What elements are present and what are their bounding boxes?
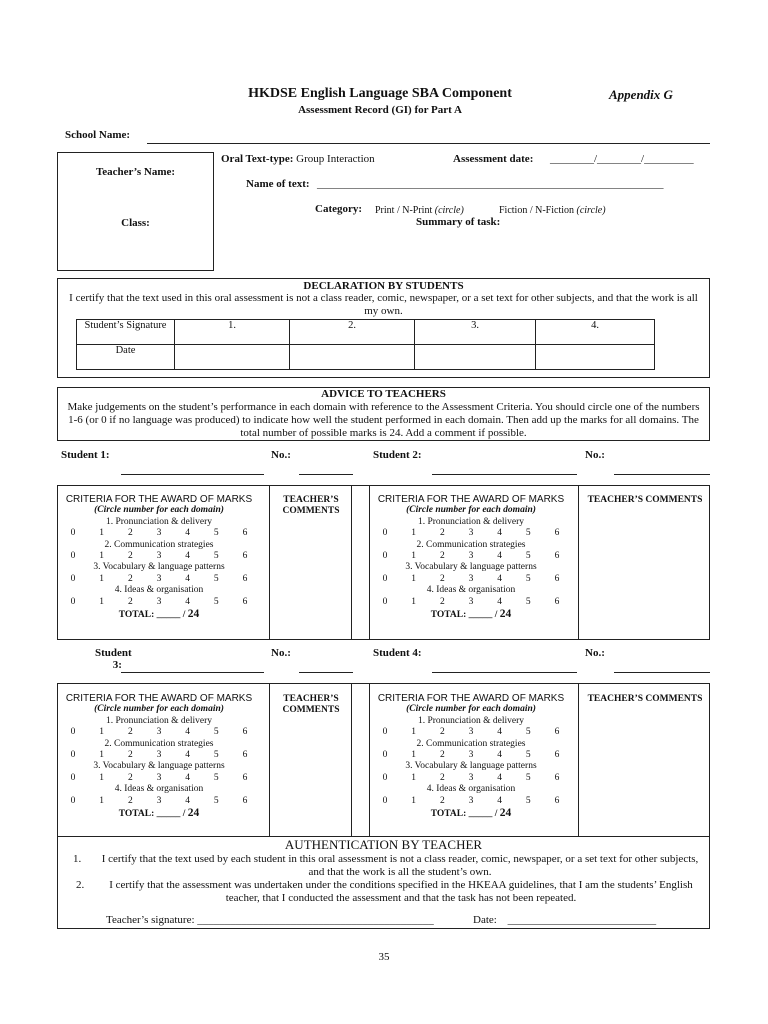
score-option[interactable]: 2 [127, 573, 133, 584]
score-option[interactable]: 4 [185, 727, 190, 738]
score-option[interactable]: 5 [213, 750, 219, 761]
score-option[interactable]: 2 [127, 528, 133, 539]
score-option[interactable]: 3 [156, 551, 162, 562]
score-option[interactable]: 5 [213, 551, 219, 562]
criteria-title: CRITERIA FOR THE AWARD OF MARKS [377, 693, 565, 704]
class-label: Class: [121, 217, 150, 229]
criteria-note: (Circle number for each domain) [406, 704, 536, 715]
teacher-comments-header-student-4: TEACHER’S COMMENTS [587, 694, 703, 704]
score-option[interactable]: 5 [525, 772, 531, 783]
domain-4-label: 4. Ideas & organisation [426, 784, 516, 795]
score-option[interactable]: 2 [439, 750, 445, 761]
score-option[interactable]: 5 [525, 596, 531, 607]
score-option[interactable]: 4 [497, 772, 502, 783]
criteria-panel-student-3 [60, 693, 258, 820]
domain-3-label: 3. Vocabulary & language patterns [93, 761, 225, 772]
oral-text-type-label: Oral Text-type: [221, 153, 294, 165]
total-label: TOTAL: _____ / [118, 809, 186, 820]
score-option[interactable]: 6 [554, 772, 560, 783]
domain-2-scores[interactable] [60, 551, 258, 562]
total-max: 24 [499, 608, 512, 621]
student-signature-table [76, 319, 655, 370]
domain-4-label: 4. Ideas & organisation [426, 585, 516, 596]
score-option[interactable]: 4 [497, 573, 502, 584]
score-option[interactable]: 2 [439, 573, 445, 584]
assessment-date-field[interactable]: ________/________/_________ [550, 153, 694, 165]
student-3-label: Student 3: [95, 647, 132, 671]
divider [369, 485, 370, 640]
teacher-signature-label: Teacher’s signature: [106, 914, 195, 926]
domain-4-scores[interactable] [372, 796, 570, 807]
criteria-note: (Circle number for each domain) [406, 505, 536, 516]
criteria-title: CRITERIA FOR THE AWARD OF MARKS [377, 494, 565, 505]
domain-3-scores[interactable] [60, 574, 258, 585]
criteria-title: CRITERIA FOR THE AWARD OF MARKS [65, 494, 253, 505]
total-max: 24 [499, 807, 512, 820]
circle-note: (circle) [576, 205, 606, 216]
score-option[interactable]: 6 [554, 795, 560, 806]
score-option[interactable]: 4 [185, 528, 190, 539]
advice-title: ADVICE TO TEACHERS [321, 388, 446, 400]
criteria-panel-student-1 [60, 494, 258, 621]
score-option[interactable]: 0 [382, 551, 388, 562]
domain-3-scores[interactable] [372, 574, 570, 585]
score-option[interactable]: 6 [242, 727, 248, 738]
score-option[interactable]: 4 [497, 727, 502, 738]
score-option[interactable]: 0 [70, 528, 76, 539]
teacher-class-box [57, 152, 214, 271]
domain-4-label: 4. Ideas & organisation [114, 585, 204, 596]
teacher-comments-field-student-1[interactable] [275, 520, 347, 630]
student-1-no-field[interactable] [299, 474, 353, 475]
teacher-signature-field[interactable]: ___________________________________________ [197, 914, 434, 926]
score-option[interactable]: 1 [99, 551, 105, 562]
score-option[interactable]: 1 [411, 727, 417, 738]
teacher-comments-field-student-2[interactable] [583, 520, 707, 630]
name-of-text-label: Name of text: [246, 178, 310, 190]
student-2-label: Student 2: [373, 449, 422, 461]
criteria-note: (Circle number for each domain) [94, 505, 224, 516]
student-4-label: Student 4: [373, 647, 422, 659]
domain-3-label: 3. Vocabulary & language patterns [405, 761, 537, 772]
score-option[interactable]: 3 [468, 573, 474, 584]
score-option[interactable]: 1 [411, 573, 417, 584]
student-4-no-field[interactable] [614, 672, 710, 673]
domain-2-scores[interactable] [372, 551, 570, 562]
student-1-no-label: No.: [271, 449, 291, 461]
score-option[interactable]: 6 [242, 772, 248, 783]
total-score[interactable] [372, 808, 570, 820]
score-option[interactable]: 3 [156, 727, 162, 738]
assessment-date-label: Assessment date: [453, 153, 534, 165]
score-option[interactable]: 3 [156, 573, 162, 584]
score-option[interactable]: 4 [185, 750, 190, 761]
score-option[interactable]: 5 [213, 528, 219, 539]
score-option[interactable]: 5 [213, 795, 219, 806]
student-4-name-field[interactable] [432, 672, 577, 673]
score-option[interactable]: 3 [468, 596, 474, 607]
score-option[interactable]: 1 [99, 795, 105, 806]
score-option[interactable]: 2 [127, 772, 133, 783]
domain-1-scores[interactable] [372, 528, 570, 539]
score-option[interactable]: 4 [497, 750, 502, 761]
score-option[interactable]: 4 [185, 573, 190, 584]
score-option[interactable]: 0 [70, 596, 76, 607]
score-option[interactable]: 3 [156, 528, 162, 539]
score-option[interactable]: 6 [554, 596, 560, 607]
score-option[interactable]: 3 [156, 596, 162, 607]
divider [578, 683, 579, 836]
score-option[interactable]: 2 [127, 596, 133, 607]
score-option[interactable]: 1 [411, 596, 417, 607]
divider [351, 683, 352, 836]
school-name-label: School Name: [65, 129, 131, 141]
score-option[interactable]: 6 [554, 573, 560, 584]
score-option[interactable]: 5 [213, 727, 219, 738]
score-option[interactable]: 2 [439, 596, 445, 607]
score-option[interactable]: 6 [242, 528, 248, 539]
domain-1-label: 1. Pronunciation & delivery [417, 516, 525, 527]
divider [578, 485, 579, 640]
signature-cell-4[interactable]: 4. [536, 320, 655, 345]
score-option[interactable]: 4 [185, 772, 190, 783]
student-2-no-field[interactable] [614, 474, 710, 475]
score-option[interactable]: 0 [382, 750, 388, 761]
signature-cell-3[interactable]: 3. [415, 320, 536, 345]
student-3-no-field[interactable] [299, 672, 353, 673]
student-3-no-label: No.: [271, 647, 291, 659]
name-of-text-field[interactable]: _______________________________________________________________ [317, 178, 664, 190]
oral-text-type-value: Group Interaction [296, 153, 375, 165]
teacher-signature[interactable] [106, 914, 434, 926]
signature-cell-1[interactable]: 1. [175, 320, 290, 345]
divider [369, 683, 370, 836]
total-label: TOTAL: _____ / [430, 610, 498, 621]
domain-1-scores[interactable] [60, 528, 258, 539]
student-1-label: Student 1: [61, 449, 110, 461]
score-option[interactable]: 3 [468, 772, 474, 783]
divider [269, 683, 270, 836]
score-option[interactable]: 3 [156, 750, 162, 761]
appendix-label: Appendix G [609, 87, 673, 102]
total-label: TOTAL: _____ / [118, 610, 186, 621]
school-name-field[interactable] [147, 143, 710, 144]
divider [351, 485, 352, 640]
score-option[interactable]: 0 [382, 596, 388, 607]
domain-2-label: 2. Communication strategies [104, 539, 214, 550]
score-option[interactable]: 0 [70, 772, 76, 783]
authentication-title: AUTHENTICATION BY TEACHER [284, 837, 483, 852]
score-option[interactable]: 3 [468, 727, 474, 738]
score-option[interactable]: 2 [439, 795, 445, 806]
date-cell-3[interactable] [415, 345, 536, 370]
declaration-text: I certify that the text used in this oral assessment is not a class reader, comic, newspaper, or a set text for other subjects, and that the work is all my own. [69, 292, 698, 317]
category-fiction-option[interactable] [499, 205, 606, 216]
score-option[interactable]: 5 [525, 573, 531, 584]
score-option[interactable]: 3 [156, 795, 162, 806]
page-number: 35 [378, 951, 390, 963]
score-option[interactable]: 5 [525, 551, 531, 562]
criteria-panel-student-4 [372, 693, 570, 820]
score-option[interactable]: 4 [497, 528, 502, 539]
total-score[interactable] [60, 609, 258, 621]
score-option[interactable]: 0 [382, 727, 388, 738]
score-option[interactable]: 0 [70, 551, 76, 562]
domain-2-scores[interactable] [372, 750, 570, 761]
domain-1-scores[interactable] [372, 727, 570, 738]
domain-4-label: 4. Ideas & organisation [114, 784, 204, 795]
criteria-note: (Circle number for each domain) [94, 704, 224, 715]
score-option[interactable]: 1 [411, 551, 417, 562]
score-option[interactable]: 2 [127, 727, 133, 738]
score-option[interactable]: 5 [213, 596, 219, 607]
score-option[interactable]: 6 [554, 750, 560, 761]
score-option[interactable]: 6 [554, 551, 560, 562]
score-option[interactable]: 1 [99, 750, 105, 761]
score-option[interactable]: 1 [411, 528, 417, 539]
domain-3-label: 3. Vocabulary & language patterns [405, 562, 537, 573]
score-option[interactable]: 2 [127, 750, 133, 761]
score-option[interactable]: 6 [554, 528, 560, 539]
domain-2-scores[interactable] [60, 750, 258, 761]
oral-text-type [221, 153, 375, 165]
score-option[interactable]: 0 [382, 573, 388, 584]
domain-4-scores[interactable] [60, 796, 258, 807]
score-option[interactable]: 1 [99, 528, 105, 539]
score-option[interactable]: 2 [439, 528, 445, 539]
score-option[interactable]: 6 [242, 750, 248, 761]
score-option[interactable]: 4 [497, 795, 502, 806]
advice-box [57, 387, 710, 441]
score-option[interactable]: 5 [213, 573, 219, 584]
teacher-comments-header-student-1: TEACHER’S COMMENTS [282, 495, 340, 516]
score-option[interactable]: 1 [99, 772, 105, 783]
score-option[interactable]: 4 [185, 596, 190, 607]
page-subtitle: Assessment Record (GI) for Part A [298, 104, 462, 116]
score-option[interactable]: 5 [525, 795, 531, 806]
domain-3-scores[interactable] [60, 773, 258, 784]
criteria-panel-student-2 [372, 494, 570, 621]
score-option[interactable]: 5 [525, 750, 531, 761]
divider [269, 485, 270, 640]
date-row-label: Date [77, 345, 175, 370]
teacher-comments-field-student-4[interactable] [583, 719, 707, 829]
student-3-name-field[interactable] [121, 672, 264, 673]
score-option[interactable]: 6 [242, 795, 248, 806]
domain-3-scores[interactable] [372, 773, 570, 784]
domain-4-scores[interactable] [60, 597, 258, 608]
auth-item-1-text: I certify that the text used by each student in this oral assessment is not a class reader, comic, newspaper, or a set text for other subjects, and that the work is all the student’s own. [101, 853, 699, 878]
score-option[interactable]: 2 [127, 795, 133, 806]
score-option[interactable]: 6 [554, 727, 560, 738]
total-score[interactable] [60, 808, 258, 820]
domain-3-label: 3. Vocabulary & language patterns [93, 562, 225, 573]
domain-1-label: 1. Pronunciation & delivery [417, 715, 525, 726]
student-2-name-field[interactable] [432, 474, 577, 475]
domain-2-label: 2. Communication strategies [104, 738, 214, 749]
score-option[interactable]: 2 [439, 727, 445, 738]
criteria-title: CRITERIA FOR THE AWARD OF MARKS [65, 693, 253, 704]
category-fiction-text: Fiction / N-Fiction [499, 205, 574, 216]
auth-item-2-number: 2. [76, 879, 85, 891]
student-2-no-label: No.: [585, 449, 605, 461]
teacher-comments-header-student-3: TEACHER’S COMMENTS [282, 694, 340, 715]
total-max: 24 [187, 608, 200, 621]
circle-note: (circle) [434, 205, 464, 216]
score-option[interactable]: 6 [242, 596, 248, 607]
score-option[interactable]: 1 [411, 772, 417, 783]
date-cell-2[interactable] [290, 345, 415, 370]
score-option[interactable]: 0 [70, 795, 76, 806]
score-option[interactable]: 6 [242, 573, 248, 584]
score-option[interactable]: 0 [70, 750, 76, 761]
score-option[interactable]: 3 [468, 750, 474, 761]
score-option[interactable]: 4 [497, 596, 502, 607]
score-option[interactable]: 1 [99, 573, 105, 584]
score-option[interactable]: 1 [411, 795, 417, 806]
teacher-comments-header-student-2: TEACHER’S COMMENTS [587, 495, 703, 505]
category-print-text: Print / N-Print [375, 205, 433, 216]
signature-cell-2[interactable]: 2. [290, 320, 415, 345]
summary-of-task-label: Summary of task: [416, 216, 501, 228]
domain-2-label: 2. Communication strategies [416, 539, 526, 550]
score-option[interactable]: 1 [99, 596, 105, 607]
total-score[interactable] [372, 609, 570, 621]
score-option[interactable]: 3 [468, 551, 474, 562]
score-option[interactable]: 1 [99, 727, 105, 738]
domain-4-scores[interactable] [372, 597, 570, 608]
score-option[interactable]: 5 [525, 727, 531, 738]
score-option[interactable]: 2 [439, 772, 445, 783]
score-option[interactable]: 2 [439, 551, 445, 562]
score-option[interactable]: 0 [382, 795, 388, 806]
score-option[interactable]: 2 [127, 551, 133, 562]
category-print-option[interactable] [375, 205, 464, 216]
score-option[interactable]: 4 [185, 795, 190, 806]
score-option[interactable]: 0 [382, 528, 388, 539]
category-label: Category: [315, 203, 363, 215]
total-max: 24 [187, 807, 200, 820]
teacher-name-label: Teacher’s Name: [95, 166, 176, 178]
domain-1-label: 1. Pronunciation & delivery [105, 516, 213, 527]
score-option[interactable]: 5 [525, 528, 531, 539]
auth-date-field[interactable]: ___________________________ [507, 914, 657, 926]
signature-row-label: Student’s Signature [77, 320, 175, 345]
teacher-comments-field-student-3[interactable] [275, 719, 347, 829]
score-option[interactable]: 3 [468, 795, 474, 806]
score-option[interactable]: 4 [497, 551, 502, 562]
auth-date-label: Date: [473, 914, 497, 926]
date-cell-4[interactable] [536, 345, 655, 370]
auth-item-2-text: I certify that the assessment was undertaken under the conditions specified in the HKEAA guidelines, that I am the students’ English teacher, that I conducted the assessment and that the task has not been repeated. [109, 879, 693, 904]
student-1-name-field[interactable] [121, 474, 264, 475]
score-option[interactable]: 0 [382, 772, 388, 783]
total-label: TOTAL: _____ / [430, 809, 498, 820]
score-option[interactable]: 5 [213, 772, 219, 783]
auth-date[interactable] [473, 914, 656, 926]
date-cell-1[interactable] [175, 345, 290, 370]
score-option[interactable]: 1 [411, 750, 417, 761]
score-option[interactable]: 4 [185, 551, 190, 562]
domain-1-label: 1. Pronunciation & delivery [105, 715, 213, 726]
score-option[interactable]: 6 [242, 551, 248, 562]
page-title: HKDSE English Language SBA Component [248, 86, 512, 101]
score-option[interactable]: 0 [70, 727, 76, 738]
student-4-no-label: No.: [585, 647, 605, 659]
declaration-title: DECLARATION BY STUDENTS [303, 280, 464, 292]
score-option[interactable]: 3 [468, 528, 474, 539]
advice-text: Make judgements on the student’s performance in each domain with reference to the Assessment Criteria. You should circle one of the numbers 1-6 (or 0 if no language was produced) to indicate how well the student performed in each domain. Then add up the marks for all domains. The total number of possible marks is 24. Add a comment if possible. [67, 401, 700, 439]
domain-2-label: 2. Communication strategies [416, 738, 526, 749]
score-option[interactable]: 0 [70, 573, 76, 584]
score-option[interactable]: 3 [156, 772, 162, 783]
auth-item-1-number: 1. [73, 853, 82, 865]
domain-1-scores[interactable] [60, 727, 258, 738]
